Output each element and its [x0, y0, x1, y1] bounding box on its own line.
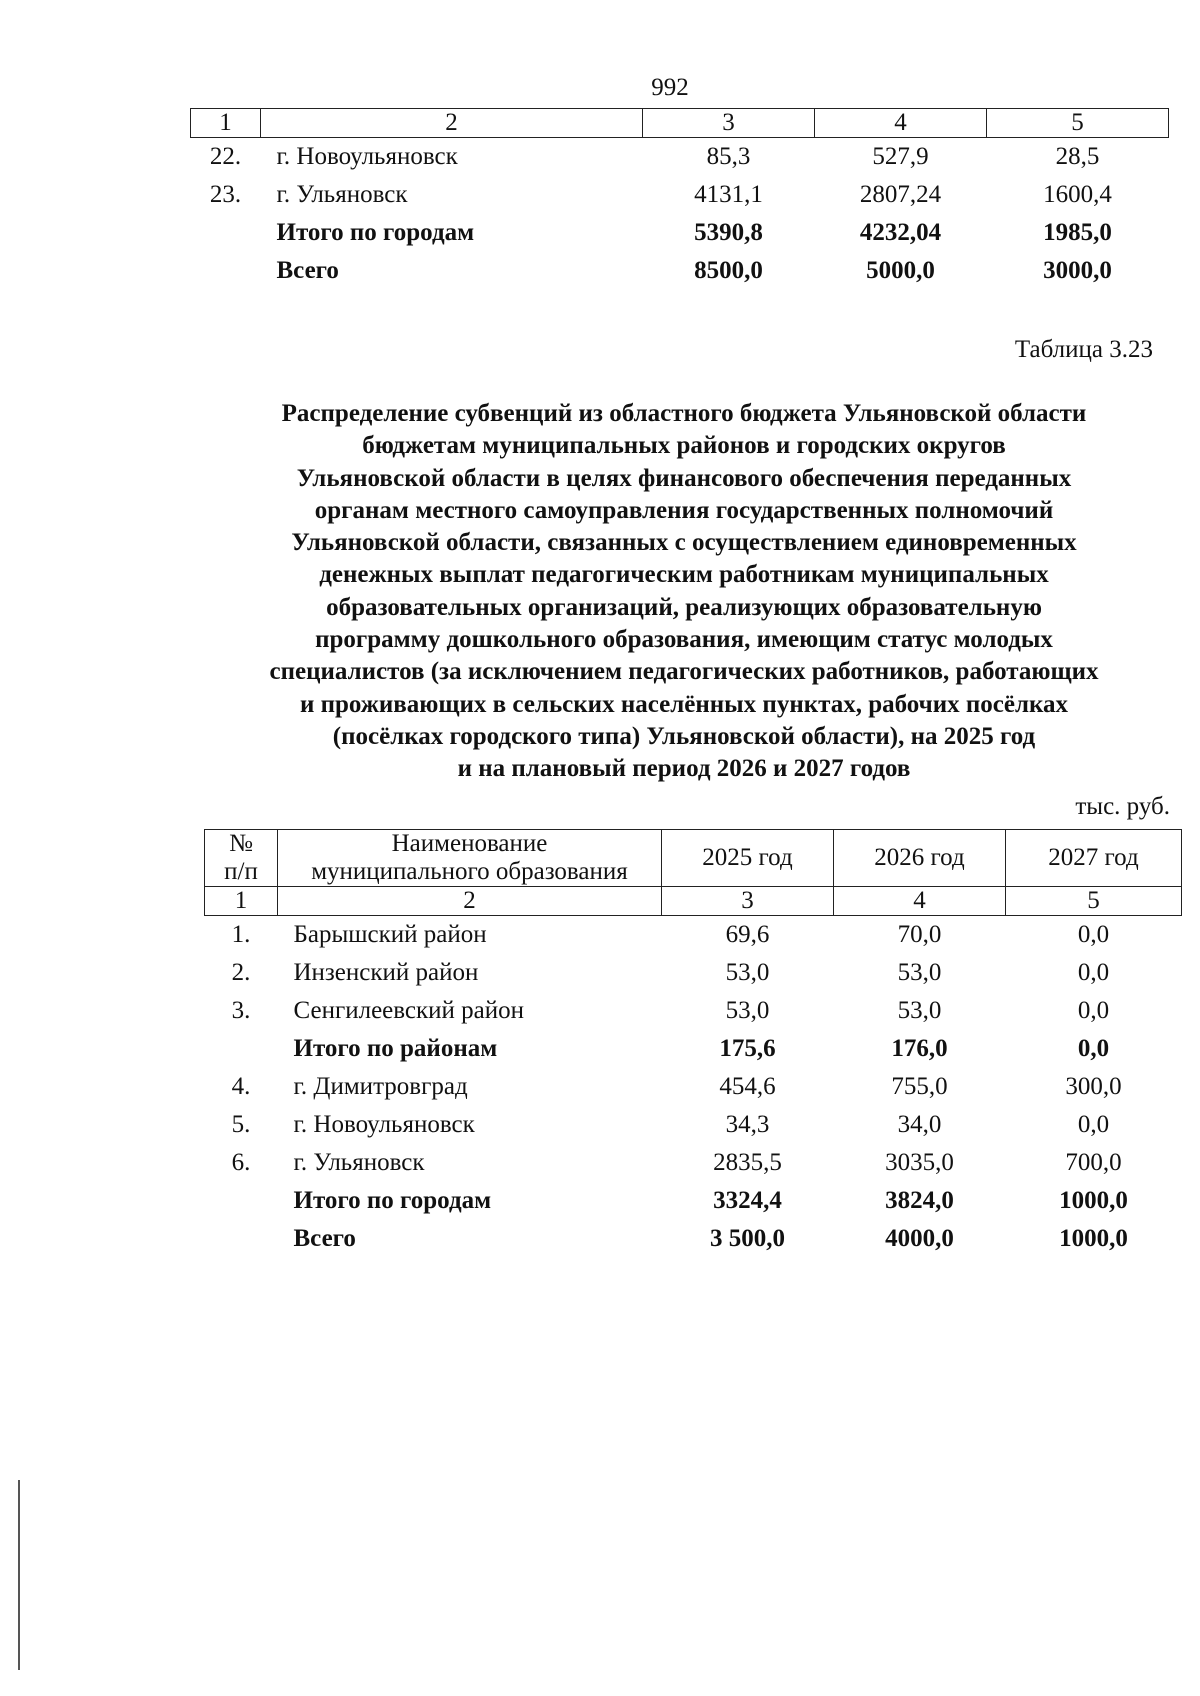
table-row — [205, 1030, 1182, 1068]
table-row — [191, 138, 1169, 177]
heading-line: денежных выплат педагогическим работникам муниципальных — [319, 561, 1049, 589]
column-number: 2 — [261, 109, 643, 138]
row-value-2025: 3 500,0 — [710, 1225, 785, 1252]
column-number: 1 — [205, 887, 278, 916]
row-name: г. Новоульяновск — [276, 143, 458, 170]
row-value-2026: 53,0 — [897, 997, 942, 1024]
table-row — [205, 1144, 1182, 1182]
column-number: 4 — [815, 109, 987, 138]
row-number: 2. — [231, 959, 251, 986]
row-value-2027: 0,0 — [1077, 959, 1110, 986]
row-value-2026: 3035,0 — [885, 1149, 954, 1176]
row-name: г. Ульяновск — [293, 1149, 425, 1176]
heading-line: Ульяновской области, связанных с осуществлением единовременных — [291, 529, 1077, 557]
column-number: 2 — [278, 887, 662, 916]
table-row — [205, 1068, 1182, 1106]
row-name: Итого по городам — [293, 1187, 492, 1214]
row-name: Барышский район — [293, 921, 487, 948]
row-number: 1. — [231, 921, 251, 948]
row-value-2027: 700,0 — [1065, 1149, 1122, 1176]
row-value-2025: 175,6 — [719, 1035, 776, 1062]
row-value-2025: 69,6 — [725, 921, 770, 948]
column-number: 5 — [987, 109, 1169, 138]
row-value-2025: 53,0 — [725, 997, 770, 1024]
header-number: № п/п — [205, 830, 278, 887]
row-value-2027: 28,5 — [1055, 143, 1100, 170]
row-value-2025: 5390,8 — [694, 219, 763, 246]
heading-line: Распределение субвенций из областного бюджета Ульяновской области — [281, 400, 1087, 427]
table-row — [191, 252, 1169, 290]
row-name: г. Новоульяновск — [293, 1111, 475, 1138]
row-number: 22. — [209, 143, 242, 170]
header-2025: 2025 год — [662, 830, 834, 887]
row-value-2026: 34,0 — [897, 1111, 942, 1138]
row-value-2027: 1000,0 — [1059, 1225, 1128, 1252]
table-row — [191, 214, 1169, 252]
row-value-2026: 5000,0 — [866, 257, 935, 284]
row-number — [205, 1030, 278, 1068]
row-value-2025: 8500,0 — [694, 257, 763, 284]
row-value-2027: 0,0 — [1077, 1111, 1110, 1138]
row-name: Всего — [276, 257, 339, 284]
header-2026: 2026 год — [834, 830, 1006, 887]
row-number: 3. — [231, 997, 251, 1024]
header-2027: 2027 год — [1006, 830, 1182, 887]
row-value-2026: 3824,0 — [885, 1187, 954, 1214]
row-value-2025: 53,0 — [725, 959, 770, 986]
units-label: тыс. руб. — [1075, 793, 1170, 820]
row-value-2025: 3324,4 — [713, 1187, 782, 1214]
row-value-2026: 755,0 — [891, 1073, 948, 1100]
table-row — [205, 954, 1182, 992]
column-number: 5 — [1006, 887, 1182, 916]
row-value-2026: 53,0 — [897, 959, 942, 986]
row-value-2025: 2835,5 — [713, 1149, 782, 1176]
row-name: г. Димитровград — [293, 1073, 468, 1100]
row-value-2026: 176,0 — [891, 1035, 948, 1062]
table-row — [205, 1106, 1182, 1144]
table-row — [191, 176, 1169, 214]
row-value-2027: 300,0 — [1065, 1073, 1122, 1100]
heading-line: образовательных организаций, реализующих образовательную — [326, 593, 1042, 621]
row-name: Сенгилеевский район — [293, 997, 525, 1024]
table-row — [205, 992, 1182, 1030]
table-heading — [200, 398, 1168, 786]
row-number: 5. — [231, 1111, 251, 1138]
header-name: Наименование муниципального образования — [278, 830, 662, 887]
row-value-2027: 1600,4 — [1043, 181, 1112, 208]
row-value-2026: 527,9 — [872, 143, 929, 170]
row-value-2025: 4131,1 — [694, 181, 763, 208]
table-row — [205, 916, 1182, 955]
row-value-2026: 4232,04 — [859, 219, 942, 246]
row-value-2027: 1000,0 — [1059, 1187, 1128, 1214]
scan-edge-line — [18, 1480, 20, 1670]
row-value-2027: 0,0 — [1077, 1035, 1110, 1062]
table-row — [205, 1220, 1182, 1258]
heading-line: специалистов (за исключением педагогических работников, работающих — [269, 658, 1099, 686]
row-number: 23. — [209, 181, 242, 208]
heading-line: органам местного самоуправления государственных полномочий — [314, 496, 1054, 524]
heading-line: и на плановый период 2026 и 2027 годов — [457, 755, 911, 783]
header-row — [205, 830, 1182, 887]
column-number-row — [191, 109, 1169, 138]
row-value-2026: 4000,0 — [885, 1225, 954, 1252]
heading-line: Ульяновской области в целях финансового обеспечения переданных — [296, 464, 1072, 492]
row-value-2025: 85,3 — [706, 143, 751, 170]
row-number: 6. — [231, 1149, 251, 1176]
row-name: Инзенский район — [293, 959, 479, 986]
row-value-2027: 1985,0 — [1043, 219, 1112, 246]
row-number — [205, 1220, 278, 1258]
row-name: Итого по городам — [276, 219, 475, 246]
column-number: 3 — [662, 887, 834, 916]
column-number-row — [205, 887, 1182, 916]
row-value-2026: 2807,24 — [859, 181, 942, 208]
column-number: 1 — [191, 109, 261, 138]
table-row — [205, 1182, 1182, 1220]
row-name: Всего — [293, 1225, 356, 1252]
heading-line: программу дошкольного образования, имеющим статус молодых — [315, 626, 1053, 654]
table-label: Таблица 3.23 — [1014, 336, 1153, 363]
row-value-2027: 0,0 — [1077, 921, 1110, 948]
row-number — [191, 252, 261, 290]
heading-line: (посёлках городского типа) Ульяновской области), на 2025 год — [332, 722, 1036, 750]
subsidy-table — [204, 829, 1182, 1258]
continued-table — [190, 108, 1169, 290]
row-number: 4. — [231, 1073, 251, 1100]
page-number: 992 — [651, 74, 689, 101]
row-value-2025: 454,6 — [719, 1073, 776, 1100]
row-number — [191, 214, 261, 252]
column-number: 4 — [834, 887, 1006, 916]
heading-line: и проживающих в сельских населённых пунктах, рабочих посёлках — [299, 690, 1069, 718]
row-value-2025: 34,3 — [725, 1111, 770, 1138]
row-name: г. Ульяновск — [276, 181, 408, 208]
row-value-2027: 0,0 — [1077, 997, 1110, 1024]
column-number: 3 — [643, 109, 815, 138]
row-name: Итого по районам — [293, 1035, 498, 1062]
row-value-2027: 3000,0 — [1043, 257, 1112, 284]
row-value-2026: 70,0 — [897, 921, 942, 948]
row-number — [205, 1182, 278, 1220]
heading-line: бюджетам муниципальных районов и городских округов — [362, 432, 1006, 460]
